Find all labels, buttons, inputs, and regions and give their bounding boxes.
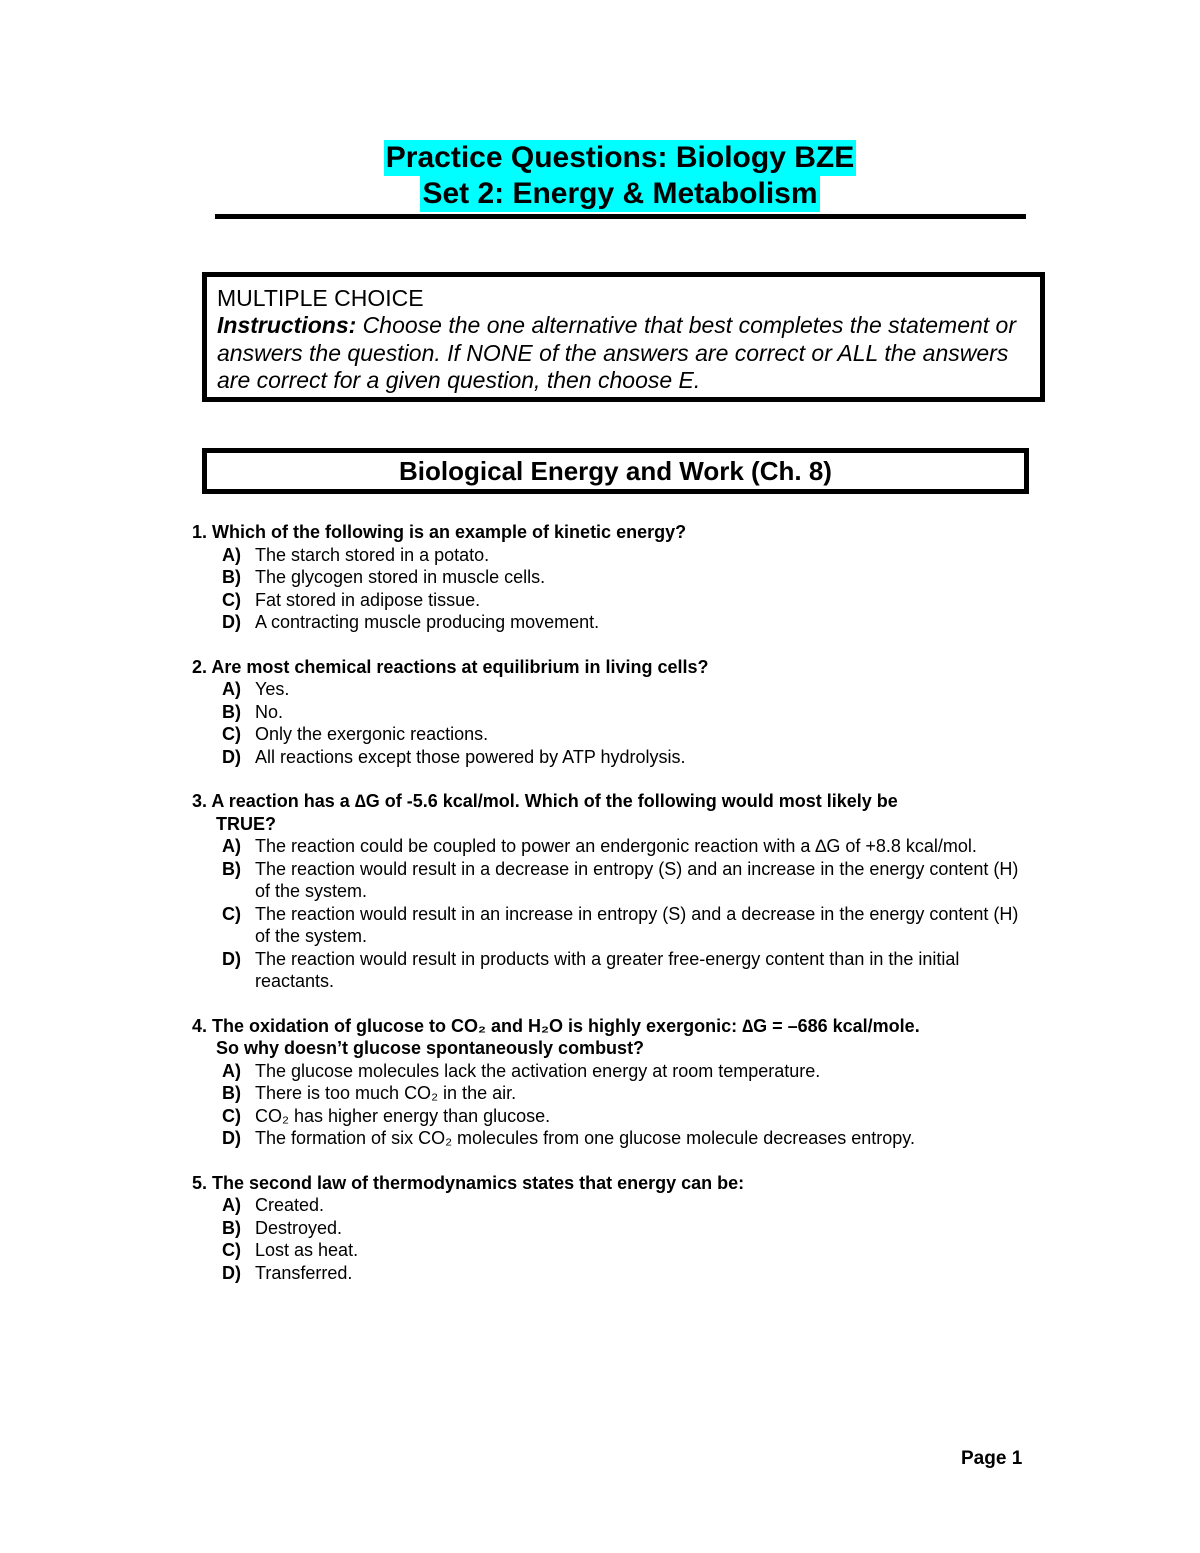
question-prompt: Are most chemical reactions at equilibrium in living cells? <box>211 656 709 677</box>
answer-option[interactable] <box>192 1127 1052 1150</box>
answer-option[interactable] <box>192 746 1052 769</box>
question-5 <box>192 1172 1052 1285</box>
question-number: 2. <box>192 656 208 677</box>
option-text: Yes. <box>255 679 290 699</box>
option-text: Only the exergonic reactions. <box>255 724 489 744</box>
option-text: The formation of six CO₂ molecules from one glucose molecule decreases entropy. <box>255 1128 915 1148</box>
option-letter: B) <box>222 1217 241 1238</box>
answer-option[interactable] <box>192 1217 1052 1240</box>
instructions-heading: MULTIPLE CHOICE <box>217 285 424 311</box>
option-text: Destroyed. <box>255 1217 343 1238</box>
question-text <box>192 1015 1052 1060</box>
option-text: The reaction would result in an increase in entropy (S) and a decrease in the energy content (H) of the system. <box>255 903 1019 946</box>
question-text <box>192 656 1052 679</box>
title-divider <box>215 214 1026 219</box>
answer-option[interactable] <box>192 1060 1052 1083</box>
section-title: Biological Energy and Work (Ch. 8) <box>399 456 832 486</box>
question-1 <box>192 521 1052 634</box>
section-header <box>202 448 1029 494</box>
option-text: Created. <box>255 1195 325 1215</box>
option-text: A contracting muscle producing movement. <box>255 612 600 632</box>
option-text: The glucose molecules lack the activation energy at room temperature. <box>255 1060 821 1081</box>
option-letter: D) <box>222 1262 241 1283</box>
answer-option[interactable] <box>192 948 1052 993</box>
option-letter: B) <box>222 567 241 587</box>
question-text <box>192 521 1052 544</box>
option-letter: B) <box>222 1083 241 1103</box>
option-letter: C) <box>222 1240 241 1260</box>
question-prompt-continued: So why doesn’t glucose spontaneously combust? <box>216 1038 645 1058</box>
option-text: Transferred. <box>255 1262 353 1283</box>
answer-option[interactable] <box>192 566 1052 589</box>
question-prompt: The oxidation of glucose to CO₂ and H₂O is highly exergonic: ∆G = –686 kcal/mole. <box>212 1015 920 1036</box>
question-text <box>192 1172 1052 1195</box>
answer-option[interactable] <box>192 1105 1052 1128</box>
instructions-text <box>217 312 1040 395</box>
option-text: The reaction could be coupled to power an endergonic reaction with a ∆G of +8.8 kcal/mol. <box>255 836 977 856</box>
question-prompt-continued: TRUE? <box>216 813 276 834</box>
question-list <box>192 521 1052 1306</box>
option-text: Lost as heat. <box>255 1240 359 1260</box>
option-letter: A) <box>222 679 241 699</box>
answer-option[interactable] <box>192 1262 1052 1285</box>
answer-option[interactable] <box>192 678 1052 701</box>
option-text: There is too much CO₂ in the air. <box>255 1083 517 1103</box>
answer-option[interactable] <box>192 701 1052 724</box>
question-number: 3. <box>192 791 208 811</box>
option-text: The glycogen stored in muscle cells. <box>255 567 546 587</box>
question-prompt: The second law of thermodynamics states that energy can be: <box>212 1172 745 1193</box>
answer-option[interactable] <box>192 1082 1052 1105</box>
option-letter: D) <box>222 612 241 632</box>
question-prompt: Which of the following is an example of kinetic energy? <box>212 522 687 542</box>
option-letter: D) <box>222 948 241 969</box>
option-letter: D) <box>222 1128 241 1148</box>
option-letter: A) <box>222 1195 241 1215</box>
answer-option[interactable] <box>192 835 1052 858</box>
option-letter: A) <box>222 1060 241 1081</box>
answer-option[interactable] <box>192 611 1052 634</box>
question-number: 5. <box>192 1172 208 1193</box>
question-text <box>192 790 1052 835</box>
option-text: The reaction would result in products with a greater free-energy content than in the initial reactants. <box>255 948 960 991</box>
answer-option[interactable] <box>192 1239 1052 1262</box>
question-prompt: A reaction has a ∆G of -5.6 kcal/mol. Which of the following would most likely be <box>211 791 898 811</box>
answer-option[interactable] <box>192 589 1052 612</box>
title-line-2: Set 2: Energy & Metabolism <box>422 177 818 210</box>
instructions-body: Choose the one alternative that best completes the statement or answers the question. If NONE of the answers are correct or ALL the answers are correct for a given question, then choose E. <box>217 312 1017 393</box>
option-letter: C) <box>222 1105 241 1126</box>
option-letter: C) <box>222 903 241 924</box>
option-letter: B) <box>222 858 241 879</box>
option-text: All reactions except those powered by ATP hydrolysis. <box>255 746 686 767</box>
page-number: Page 1 <box>961 1448 1023 1469</box>
option-letter: C) <box>222 589 241 610</box>
answer-option[interactable] <box>192 903 1052 948</box>
option-text: No. <box>255 701 284 722</box>
option-text: Fat stored in adipose tissue. <box>255 589 481 610</box>
question-number: 4. <box>192 1015 208 1036</box>
instructions-box <box>202 272 1045 402</box>
option-text: The reaction would result in a decrease in entropy (S) and an increase in the energy content (H) of the system. <box>255 858 1019 901</box>
instructions-lead: Instructions: <box>217 312 357 338</box>
question-3 <box>192 790 1052 993</box>
question-4 <box>192 1015 1052 1150</box>
option-letter: A) <box>222 836 241 856</box>
option-letter: A) <box>222 544 241 565</box>
option-letter: B) <box>222 701 241 722</box>
answer-option[interactable] <box>192 1194 1052 1217</box>
answer-option[interactable] <box>192 723 1052 746</box>
option-letter: C) <box>222 724 241 744</box>
question-number: 1. <box>192 522 208 542</box>
option-text: CO₂ has higher energy than glucose. <box>255 1105 551 1126</box>
answer-option[interactable] <box>192 544 1052 567</box>
option-text: The starch stored in a potato. <box>255 544 490 565</box>
question-2 <box>192 656 1052 769</box>
title-line-1: Practice Questions: Biology BZE <box>385 141 855 174</box>
option-letter: D) <box>222 746 241 767</box>
answer-option[interactable] <box>192 858 1052 903</box>
document-title <box>0 140 1200 212</box>
